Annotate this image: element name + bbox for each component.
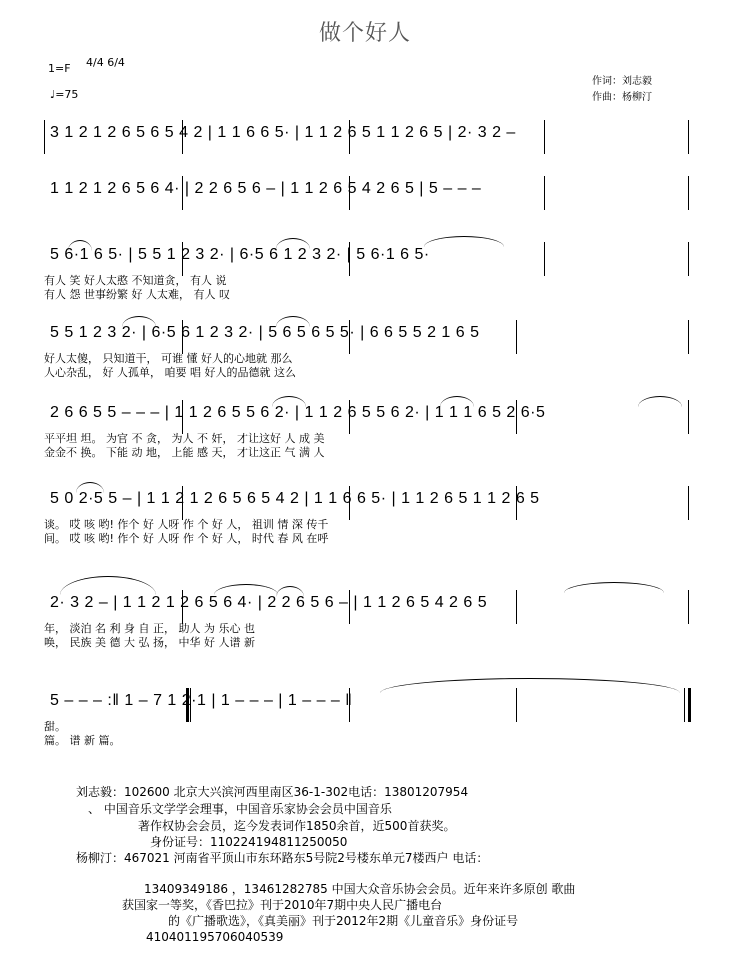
lyric-verse-1: 有人 笑 好人太憨 不知道贪， 有人 说 [44, 274, 227, 287]
notation-line: 5 6·1 6 5· | 5 5 1 2 3 2· | 6·5 6 1 2 3 2· | 5 6·1 6 5· [50, 246, 430, 263]
notation-line: 3 1 2 1 2 6 5 6 5 4 2 | 1 1 6 6 5· | 1 1 2 6 5 1 1 2 6 5 | 2· 3 2 – [50, 124, 516, 141]
notation-line: 5 – – – :‖ 1 – 7 1 2·1 | 1 – – – | 1 – – – ‖ [50, 692, 353, 709]
lyric-verse-1: 好人太傻， 只知道干， 可谁 懂 好人的心地就 那么 [44, 352, 293, 365]
info-line: 著作权协会会员，迄今发表词作1850余首，近500首获奖。 [138, 819, 456, 833]
notation-line: 2 6 6 5 5 – – – | 1 1 2 6 5 5 6 2· | 1 1 2 6 5 5 6 2· | 1 1 1 6 5 2 6·5 [50, 404, 546, 421]
composer-credit: 作曲：杨柳汀 [592, 92, 652, 103]
info-line: 13409349186 ，13461282785 中国大众音乐协会会员。近年来许多原创 歌曲 [144, 882, 576, 896]
notation-line: 2· 3 2 – | 1 1 2 1 2 6 5 6 4· | 2 2 6 5 6 – | 1 1 2 6 5 4 2 6 5 [50, 594, 488, 611]
lyric-verse-1: 谈。 哎 咳 哟! 作个 好 人呀 作 个 好 人， 祖训 情 深 传千 [44, 518, 329, 531]
lyric-verse-1: 平平坦 坦。 为官 不 贪， 为人 不 奸， 才让这好 人 成 美 [44, 432, 325, 445]
info-line: 获国家一等奖，《香巴拉》刊于2010年7期中央人民广播电台 [122, 898, 443, 912]
lyric-verse-1: 年， 淡泊 名 利 身 自 正， 助人 为 乐心 也 [44, 622, 255, 635]
info-line: 刘志毅：102600 北京大兴滨河西里南区36-1-302电话：13801207954 [76, 785, 469, 799]
key-signature: 1=F [48, 62, 71, 75]
tempo-marking: ♩=75 [50, 88, 79, 101]
page-title: 做个好人 [318, 21, 411, 46]
notation-line: 5 5 1 2 3 2· | 6·5 6 1 2 3 2· | 5 6 5 6 5 5· | 6 6 5 5 2 1 6 5 [50, 324, 480, 341]
info-line: 、 中国音乐文学学会理事，中国音乐家协会会员中国音乐 [88, 802, 392, 816]
info-line: 杨柳汀：467021 河南省平顶山市东环路东5号院2号楼东单元7楼西户 电话： [76, 851, 489, 865]
lyricist-credit: 作词：刘志毅 [592, 76, 652, 87]
info-line: 身份证号：110224194811250050 [150, 835, 348, 849]
lyric-verse-2: 有人 怨 世事纷繁 好 人太难， 有人 叹 [44, 288, 230, 301]
lyric-verse-1: 甜。 [44, 720, 66, 733]
lyric-verse-2: 人心杂乱， 好 人孤单， 咱要 唱 好人的品德就 这么 [44, 366, 296, 379]
notation-line: 5 0 2·5 5 – | 1 1 2 1 2 6 5 6 5 4 2 | 1 1 6 6 5· | 1 1 2 6 5 1 1 2 6 5 [50, 490, 540, 507]
lyric-verse-2: 篇。 谱 新 篇。 [44, 734, 121, 747]
info-line: 410401195706040539 [146, 930, 284, 944]
lyric-verse-2: 间。 哎 咳 哟! 作个 好 人呀 作 个 好 人， 时代 春 风 在呼 [44, 532, 329, 545]
lyric-verse-2: 唤， 民族 美 德 大 弘 扬， 中华 好 人谱 新 [44, 636, 255, 649]
info-line: 的《广播歌选》，《真美丽》刊于2012年2期《儿童音乐》身份证号 [168, 914, 519, 928]
lyric-verse-2: 金金不 换。 下能 动 地， 上能 感 天， 才让这正 气 满 人 [44, 446, 325, 459]
notation-line: 1 1 2 1 2 6 5 6 4· | 2 2 6 5 6 – | 1 1 2 6 5 4 2 6 5 | 5 – – – [50, 180, 482, 197]
time-signature: 4/4 6/4 [86, 56, 125, 69]
